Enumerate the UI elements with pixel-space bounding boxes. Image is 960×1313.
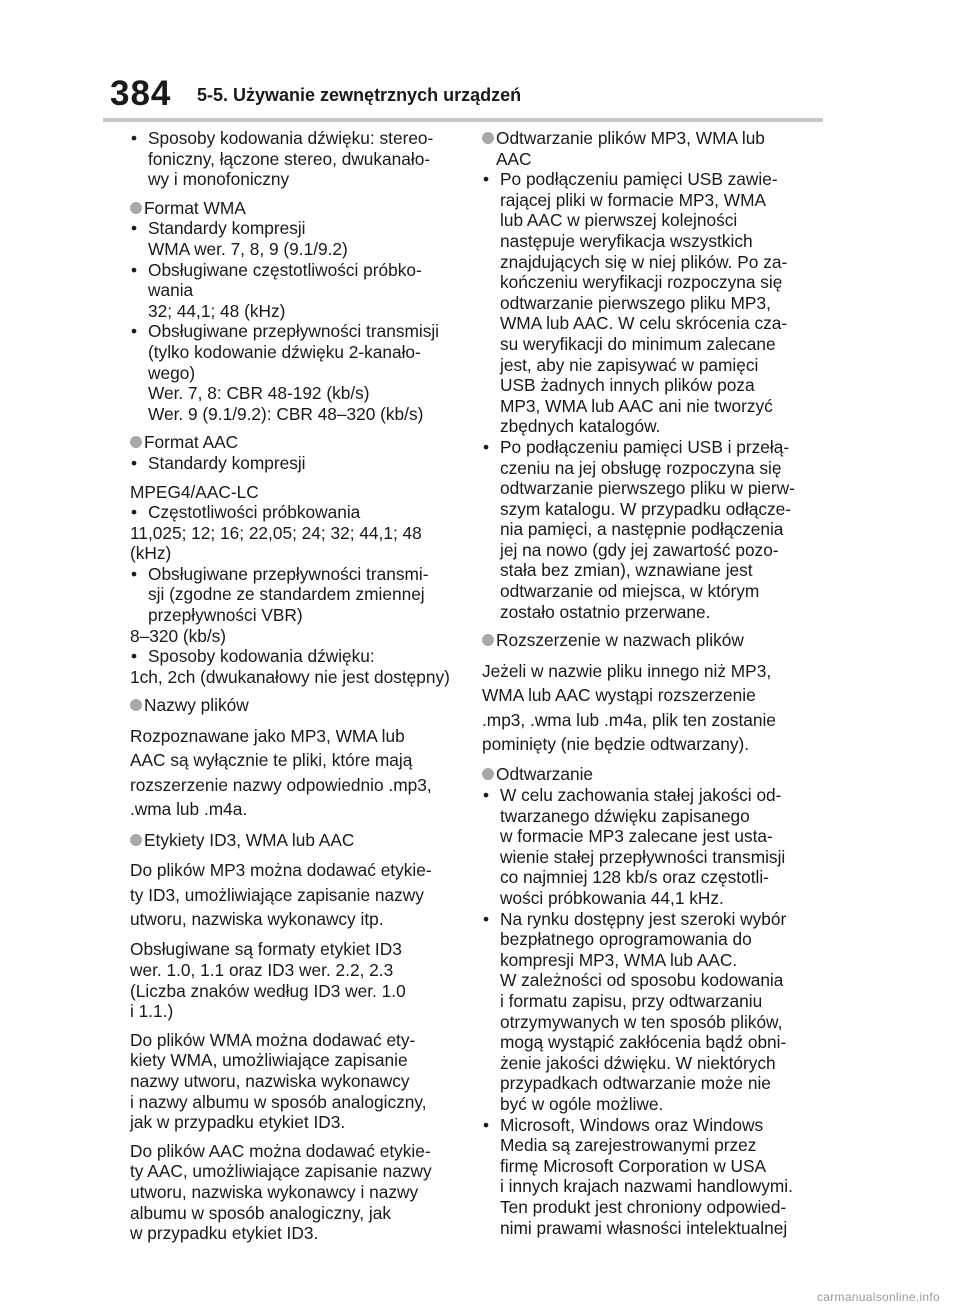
value-text: 8–320 (kb/s) — [130, 625, 227, 646]
heading-bullet-icon — [482, 768, 494, 780]
bullet-item: • Po podłączeniu pamięci USB i przełą- czeniu na jej obsługę rozpoczyna się odtwarzanie pierwszego pliku w pierw- szym katalogu. W przypadku odłącze- nia pamięci, a następnie podłączenia jej na nowo (gdy jej zawartość pozo- stała bez zmian), wznawiane jest odtwarzanie od miejsca, w którym zostało ostatnio przerwane. — [482, 437, 812, 622]
paragraph: Do plików WMA można dodawać ety- kiety WMA, umożliwiające zapisanie nazwy utworu, nazwiska wykonawcy i nazwy albumu w sposób analogiczny, jak w przypadku etykiet ID3. — [130, 1029, 427, 1133]
heading-bullet-icon — [130, 436, 142, 448]
bullet-item: • Po podłączeniu pamięci USB zawie- rającej pliki w formacie MP3, WMA lub AAC w pierwszej kolejności następuje weryfikacja wszystkich znajdujących się w niej plików. Po za- kończeniu weryfikacji rozpoczyna się odtwarzanie pierwszego pliku MP3, WMA lub AAC. W celu skrócenia cza- su weryfikacji do minimum zalecane jest, aby nie zapisywać w pamięci USB żadnych innych plików poza MP3, WMA lub AAC ani nie tworzyć zbędnych katalogów. — [482, 169, 812, 437]
section-title: 5-5. Używanie zewnętrznych urządzeń — [197, 85, 522, 105]
bullet-item: • Standardy kompresji — [130, 453, 460, 474]
paragraph: MPEG4/AAC-LC — [130, 481, 259, 502]
bullet-item: • Sposoby kodowania dźwięku: stereo- foniczny, łączone stereo, dwukanało- wy i monofoniczny — [130, 128, 460, 190]
section-heading — [130, 695, 460, 716]
heading-bullet-icon — [482, 634, 494, 646]
heading-bullet-icon — [482, 132, 494, 144]
section-heading — [130, 432, 460, 453]
paragraph: Obsługiwane są formaty etykiet ID3 wer. 1.0, 1.1 oraz ID3 wer. 2.2, 2.3 (Liczba znaków według ID3 wer. 1.0 i 1.1.) — [130, 939, 406, 1022]
bullet-item: • Częstotliwości próbkowania — [130, 502, 460, 523]
bullet-item: • Na rynku dostępny jest szeroki wybór bezpłatnego oprogramowania do kompresji MP3, WMA lub AAC. W zależności od sposobu kodowania i formatu zapisu, przy odtwarzaniu otrzymywanych w ten sposób plików, mogą wystąpić zakłócenia bądź obni- żenie jakości dźwięku. W niektórych przypadkach odtwarzanie może nie być w ogóle możliwe. — [482, 909, 812, 1115]
section-heading-text: Rozszerzenie w nazwach plików — [496, 630, 744, 651]
page-number: 384 — [110, 74, 172, 113]
paragraph: Do plików AAC można dodawać etykie- ty AAC, umożliwiające zapisanie nazwy utworu, nazwiska wykonawcy i nazwy albumu w sposób analogiczny, jak w przypadku etykiet ID3. — [130, 1140, 432, 1244]
section-heading-text: Format AAC — [144, 432, 239, 453]
section-heading — [130, 830, 460, 851]
heading-bullet-icon — [130, 834, 142, 846]
bullet-item: • W celu zachowania stałej jakości od- twarzanego dźwięku zapisanego w formacie MP3 zalecane jest usta- wienie stałej przepływności transmisji co najmniej 128 kb/s oraz częstotli- wości próbkowania 44,1 kHz. — [482, 785, 812, 909]
watermark: carmanualsonline.info — [816, 1290, 940, 1304]
paragraph: Jeżeli w nazwie pliku innego niż MP3, WMA lub AAC wystąpi rozszerzenie .mp3, .wma lub .m4a, plik ten zostanie pominięty (nie będzie odtwarzany). — [482, 660, 776, 755]
section-heading-text: Nazwy plików — [144, 695, 249, 716]
section-heading-text: Format WMA — [144, 197, 246, 218]
paragraph: Rozpoznawane jako MP3, WMA lub AAC są wyłącznie te pliki, które mają rozszerzenie nazwy odpowiednio .mp3, .wma lub .m4a. — [130, 726, 432, 820]
section-heading-text: Odtwarzanie — [496, 764, 594, 785]
section-heading — [482, 630, 812, 651]
bullet-item: • Obsługiwane przepływności transmisji (tylko kodowanie dźwięku 2-kanało- wego) Wer. 7, 8: CBR 48-192 (kb/s) Wer. 9 (9.1/9.2): CBR 48–320 (kb/s) — [130, 321, 460, 424]
heading-bullet-icon — [130, 202, 142, 214]
bullet-item: • Sposoby kodowania dźwięku: — [130, 646, 460, 667]
section-heading — [130, 198, 460, 219]
section-heading-text: Odtwarzanie plików MP3, WMA lub AAC — [496, 128, 765, 169]
section-heading — [482, 764, 812, 785]
header-divider — [103, 118, 823, 122]
bullet-item: • Microsoft, Windows oraz Windows Media są zarejestrowanymi przez firmę Microsoft Corporation w USA i innych krajach nazwami handlowymi. Ten produkt jest chroniony odpowied- nimi prawami własności intelektualnej — [482, 1115, 812, 1239]
bullet-item: • Obsługiwane częstotliwości próbko- wania 32; 44,1; 48 (kHz) — [130, 260, 460, 322]
bullet-item: • Standardy kompresji WMA wer. 7, 8, 9 (9.1/9.2) — [130, 218, 460, 259]
section-heading — [482, 128, 812, 169]
section-heading-text: Etykiety ID3, WMA lub AAC — [144, 829, 355, 850]
value-text: 11,025; 12; 16; 22,05; 24; 32; 44,1; 48 (kHz) — [130, 522, 422, 564]
value-text: 1ch, 2ch (dwukanałowy nie jest dostępny) — [130, 666, 450, 687]
bullet-item: • Obsługiwane przepływności transmi- sji (zgodne ze standardem zmiennej przepływności VBR) — [130, 564, 460, 626]
paragraph: Do plików MP3 można dodawać etykie- ty ID3, umożliwiające zapisanie nazwy utworu, nazwiska wykonawcy itp. — [130, 860, 432, 930]
left-column — [130, 128, 460, 1244]
heading-bullet-icon — [130, 699, 142, 711]
right-column — [482, 128, 812, 1238]
